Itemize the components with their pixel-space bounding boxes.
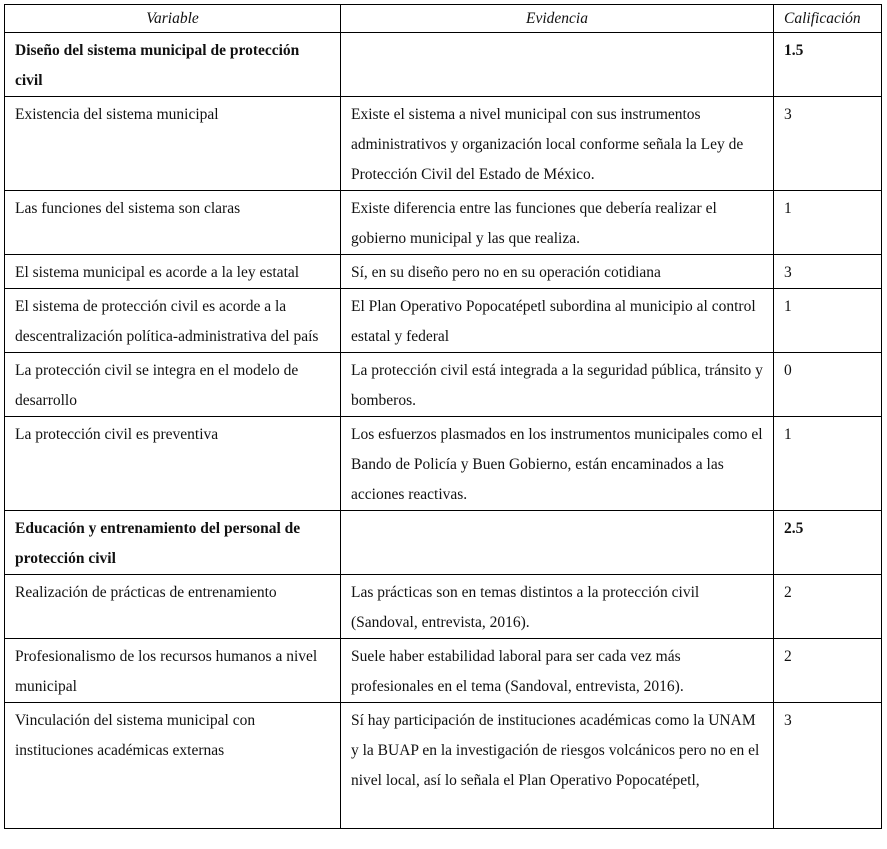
- evidence-cell: Suele haber estabilidad laboral para ser cada vez más profesionales en el tema (Sandoval, entrevista, 2016).: [341, 639, 774, 703]
- evidence-cell: Existe diferencia entre las funciones que debería realizar el gobierno municipal y las que realiza.: [341, 191, 774, 255]
- score-cell: 2: [774, 639, 882, 703]
- variable-cell: El sistema municipal es acorde a la ley estatal: [5, 255, 341, 289]
- variable-cell: El sistema de protección civil es acorde a la descentralización política-administrativa del país: [5, 289, 341, 353]
- variable-cell: Profesionalismo de los recursos humanos a nivel municipal: [5, 639, 341, 703]
- score-cell: 1: [774, 417, 882, 511]
- score-cell: 1: [774, 191, 882, 255]
- score-cell: 1: [774, 289, 882, 353]
- table-row: [5, 255, 882, 289]
- table-row: [5, 417, 882, 511]
- variable-cell: Educación y entrenamiento del personal de protección civil: [5, 511, 341, 575]
- score-cell: 1.5: [774, 33, 882, 97]
- table-row: [5, 353, 882, 417]
- score-cell: 3: [774, 255, 882, 289]
- evidence-cell: El Plan Operativo Popocatépetl subordina al municipio al control estatal y federal: [341, 289, 774, 353]
- evaluation-table: [4, 4, 882, 829]
- table-row: [5, 289, 882, 353]
- evidence-cell: [341, 511, 774, 575]
- table-row: [5, 575, 882, 639]
- evidence-cell: Los esfuerzos plasmados en los instrumentos municipales como el Bando de Policía y Buen Gobierno, están encaminados a las acciones reactivas.: [341, 417, 774, 511]
- header-evidence: Evidencia: [341, 5, 774, 33]
- variable-cell: Las funciones del sistema son claras: [5, 191, 341, 255]
- variable-cell: Vinculación del sistema municipal con instituciones académicas externas: [5, 703, 341, 829]
- variable-cell: La protección civil es preventiva: [5, 417, 341, 511]
- section-row: [5, 33, 882, 97]
- variable-cell: Diseño del sistema municipal de protección civil: [5, 33, 341, 97]
- score-cell: 3: [774, 97, 882, 191]
- evidence-cell: Existe el sistema a nivel municipal con sus instrumentos administrativos y organización local conforme señala la Ley de Protección Civil del Estado de México.: [341, 97, 774, 191]
- evidence-cell: [341, 33, 774, 97]
- table-row: [5, 639, 882, 703]
- score-cell: 3: [774, 703, 882, 829]
- score-cell: 2.5: [774, 511, 882, 575]
- variable-cell: Existencia del sistema municipal: [5, 97, 341, 191]
- score-cell: 0: [774, 353, 882, 417]
- score-cell: 2: [774, 575, 882, 639]
- evidence-cell: La protección civil está integrada a la seguridad pública, tránsito y bomberos.: [341, 353, 774, 417]
- variable-cell: Realización de prácticas de entrenamiento: [5, 575, 341, 639]
- header-variable: Variable: [5, 5, 341, 33]
- variable-cell: La protección civil se integra en el modelo de desarrollo: [5, 353, 341, 417]
- section-row: [5, 511, 882, 575]
- table-header-row: [5, 5, 882, 33]
- evidence-cell: Sí, en su diseño pero no en su operación cotidiana: [341, 255, 774, 289]
- evidence-cell: Las prácticas son en temas distintos a la protección civil (Sandoval, entrevista, 2016).: [341, 575, 774, 639]
- table-row: [5, 703, 882, 829]
- table-row: [5, 97, 882, 191]
- table-row: [5, 191, 882, 255]
- header-score: Calificación: [774, 5, 882, 33]
- evidence-cell: Sí hay participación de instituciones académicas como la UNAM y la BUAP en la investigación de riesgos volcánicos pero no en el nivel local, así lo señala el Plan Operativo Popocatépetl,: [341, 703, 774, 829]
